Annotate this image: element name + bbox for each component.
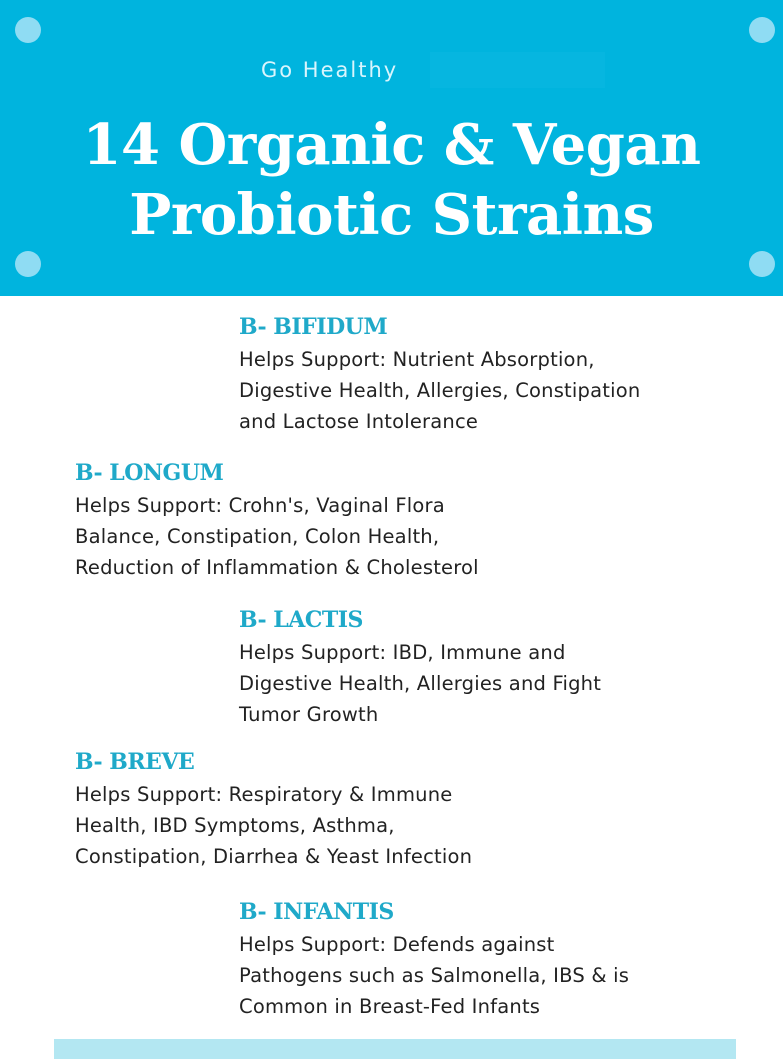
strain-description	[75, 490, 479, 583]
desc-line: Reduction of Inflammation & Cholesterol	[75, 556, 479, 579]
desc-line: Digestive Health, Allergies and Fight	[239, 672, 602, 695]
footer-bar	[54, 1039, 736, 1059]
strain-name: B- LACTIS	[239, 607, 363, 633]
desc-line: Helps Support: Respiratory & Immune	[75, 783, 453, 806]
dot-bottom-left-icon	[15, 251, 41, 277]
brand-name: Go Healthy	[261, 58, 399, 82]
strain-description	[75, 779, 472, 872]
strain-bifidum	[239, 313, 640, 437]
strain-infantis	[239, 898, 629, 1022]
desc-line: Helps Support: Defends against	[239, 933, 555, 956]
desc-line: and Lactose Intolerance	[239, 410, 479, 433]
strain-breve	[75, 748, 472, 872]
strain-lactis	[239, 606, 601, 730]
strain-longum	[75, 459, 479, 583]
desc-line: Digestive Health, Allergies, Constipation	[239, 379, 641, 402]
title-line-1: 14 Organic & Vegan	[82, 112, 701, 178]
strain-description	[239, 929, 629, 1022]
strain-name: B- BIFIDUM	[239, 314, 388, 340]
desc-line: Common in Breast-Fed Infants	[239, 995, 541, 1018]
dot-top-left-icon	[15, 17, 41, 43]
desc-line: Constipation, Diarrhea & Yeast Infection	[75, 845, 473, 868]
page-title	[0, 110, 783, 250]
desc-line: Helps Support: Nutrient Absorption,	[239, 348, 595, 371]
desc-line: Pathogens such as Salmonella, IBS & is	[239, 964, 630, 987]
brand-highlight-bar	[430, 52, 605, 88]
strain-name: B- INFANTIS	[239, 899, 394, 925]
desc-line: Tumor Growth	[239, 703, 379, 726]
desc-line: Balance, Constipation, Colon Health,	[75, 525, 440, 548]
title-line-2: Probiotic Strains	[129, 182, 654, 248]
dot-top-right-icon	[749, 17, 775, 43]
strain-name: B- BREVE	[75, 749, 195, 775]
strain-description	[239, 637, 601, 730]
strain-name: B- LONGUM	[75, 460, 224, 486]
desc-line: Helps Support: Crohn's, Vaginal Flora	[75, 494, 445, 517]
header-banner	[0, 0, 783, 296]
strain-description	[239, 344, 640, 437]
desc-line: Helps Support: IBD, Immune and	[239, 641, 566, 664]
desc-line: Health, IBD Symptoms, Asthma,	[75, 814, 395, 837]
dot-bottom-right-icon	[749, 251, 775, 277]
